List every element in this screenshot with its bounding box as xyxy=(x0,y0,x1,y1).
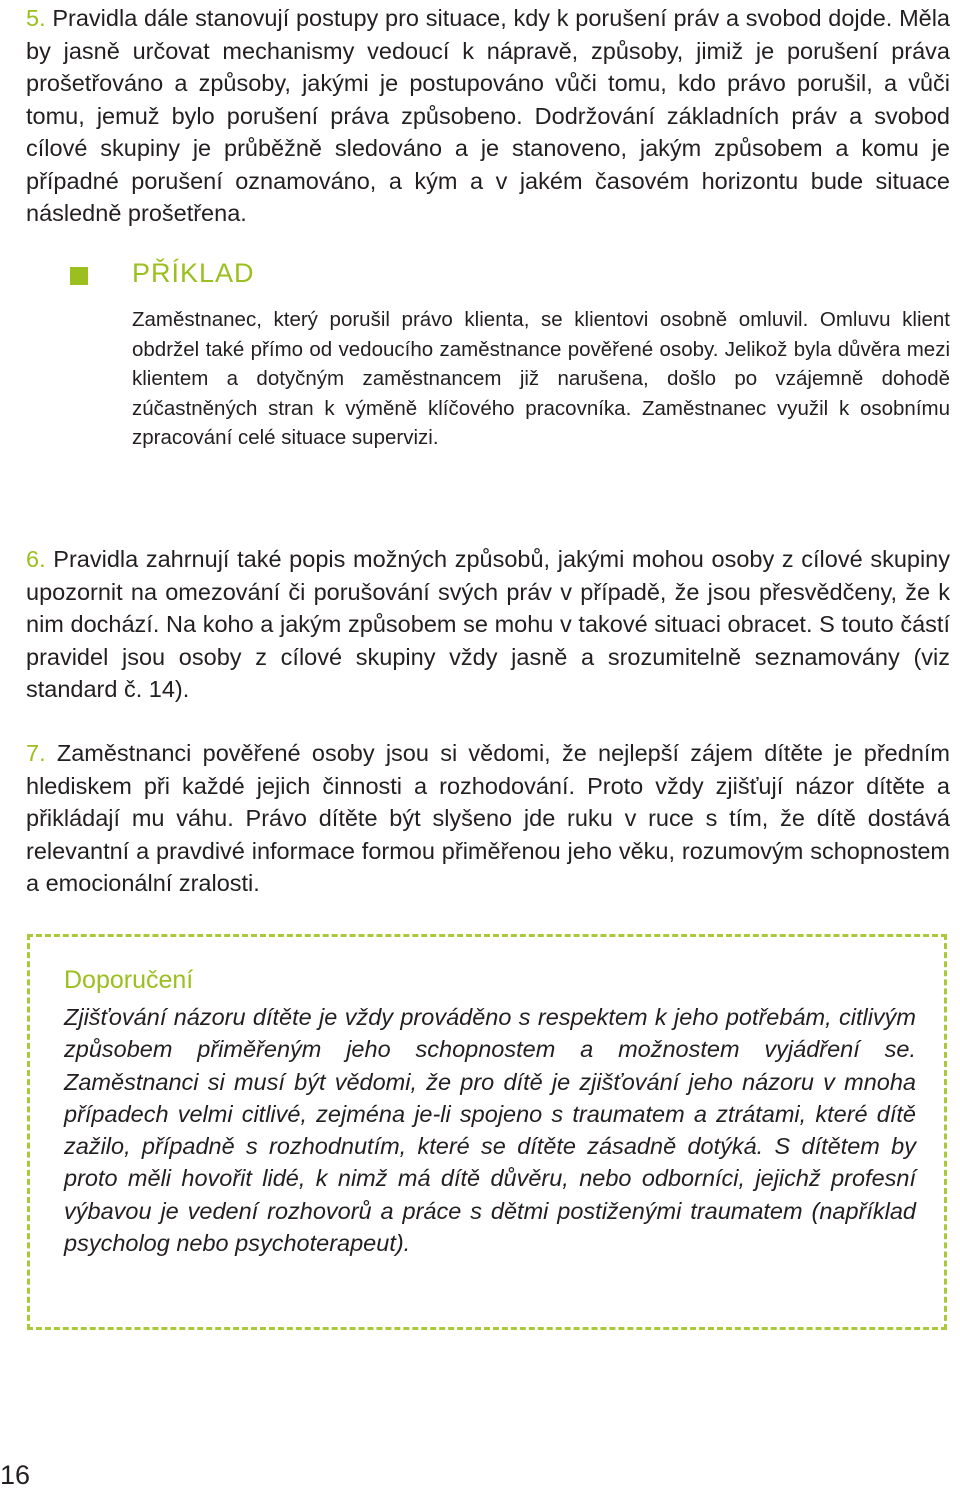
example-bullet-square xyxy=(70,267,88,285)
recommendation-title: Doporučení xyxy=(64,966,194,994)
recommendation-text: Zjišťování názoru dítěte je vždy prováděno s respektem k jeho potřebám, citlivým způsobem přiměřeným jeho schopnostem a možnostem vyjádření se. Zaměstnanci si musí být vědomi, že pro dítě je zjišťování jeho názoru v mnoha případech velmi citlivé, zejména je-li spojeno s traumatem a ztrátami, které dítě zažilo, případně s rozhodnutím, které se dítěte zásadně dotýká. S dítětem by proto měli hovořit lidé, k nimž má dítě důvěru, nebo odborníci, jejichž profesní výbavou je vedení rozhovorů a práce s dětmi postiženými traumatem (například psycholog nebo psychoterapeut). xyxy=(64,1004,916,1257)
page-number: 16 xyxy=(0,1460,31,1490)
paragraph-text: Pravidla dále stanovují postupy pro situace, kdy k porušení práv a svobod dojde. Měla by jasně určovat mechanismy vedoucí k nápravě, způsoby, jimiž je porušení práva prošetřováno a způsoby, jakými je postupováno vůči tomu, kdo právo porušil, a vůči tomu, jemuž bylo porušení práva způsobeno. Dodržování základních práv a svobod cílové skupiny je průběžně sledováno a je stanoveno, jakým způsobem a komu je případné porušení oznamováno, a kým a v jakém časovém horizontu bude situace následně prošetřena. xyxy=(26,5,950,226)
paragraph-number: 6. xyxy=(26,546,46,572)
paragraph-text: Pravidla zahrnují také popis možných způsobů, jakými mohou osoby z cílové skupiny upozornit na omezování či porušování svých práv v případě, že jsou přesvědčeny, že k nim dochází. Na koho a jakým způsobem se mohu v takové situaci obracet. S touto částí pravidel jsou osoby z cílové skupiny vždy jasně a srozumitelně seznamovány (viz standard č. 14). xyxy=(26,546,951,702)
example-title: PŘÍKLAD xyxy=(132,258,255,288)
paragraph-6 xyxy=(26,543,950,706)
paragraph-text: Zaměstnanci pověřené osoby jsou si vědomi, že nejlepší zájem dítěte je předním hlediskem při každé jejich činnosti a rozhodování. Proto vždy zjišťují názor dítěte a přikládají mu váhu. Právo dítěte být slyšeno jde ruku v ruce s tím, že dítě dostává relevantní a pravdivé informace formou přiměřenou jeho věku, rozumovým schopnostem a emocionální zralosti. xyxy=(26,740,950,896)
paragraph-number: 5. xyxy=(26,5,46,31)
paragraph-7 xyxy=(26,737,950,900)
paragraph-number: 7. xyxy=(26,740,46,766)
example-text: Zaměstnanec, který porušil právo klienta, se klientovi osobně omluvil. Omluvu klient obdržel také přímo od vedoucího zaměstnance pověřené osoby. Jelikož byla důvěra mezi klientem a dotyčným zaměstnancem již narušena, došlo po vzájemně dohodě zúčastněných stran k výměně klíčového pracovníka. Zaměstnanec využil k osobnímu zpracování celé situace supervizi. xyxy=(132,308,950,449)
paragraph-5 xyxy=(26,2,950,230)
